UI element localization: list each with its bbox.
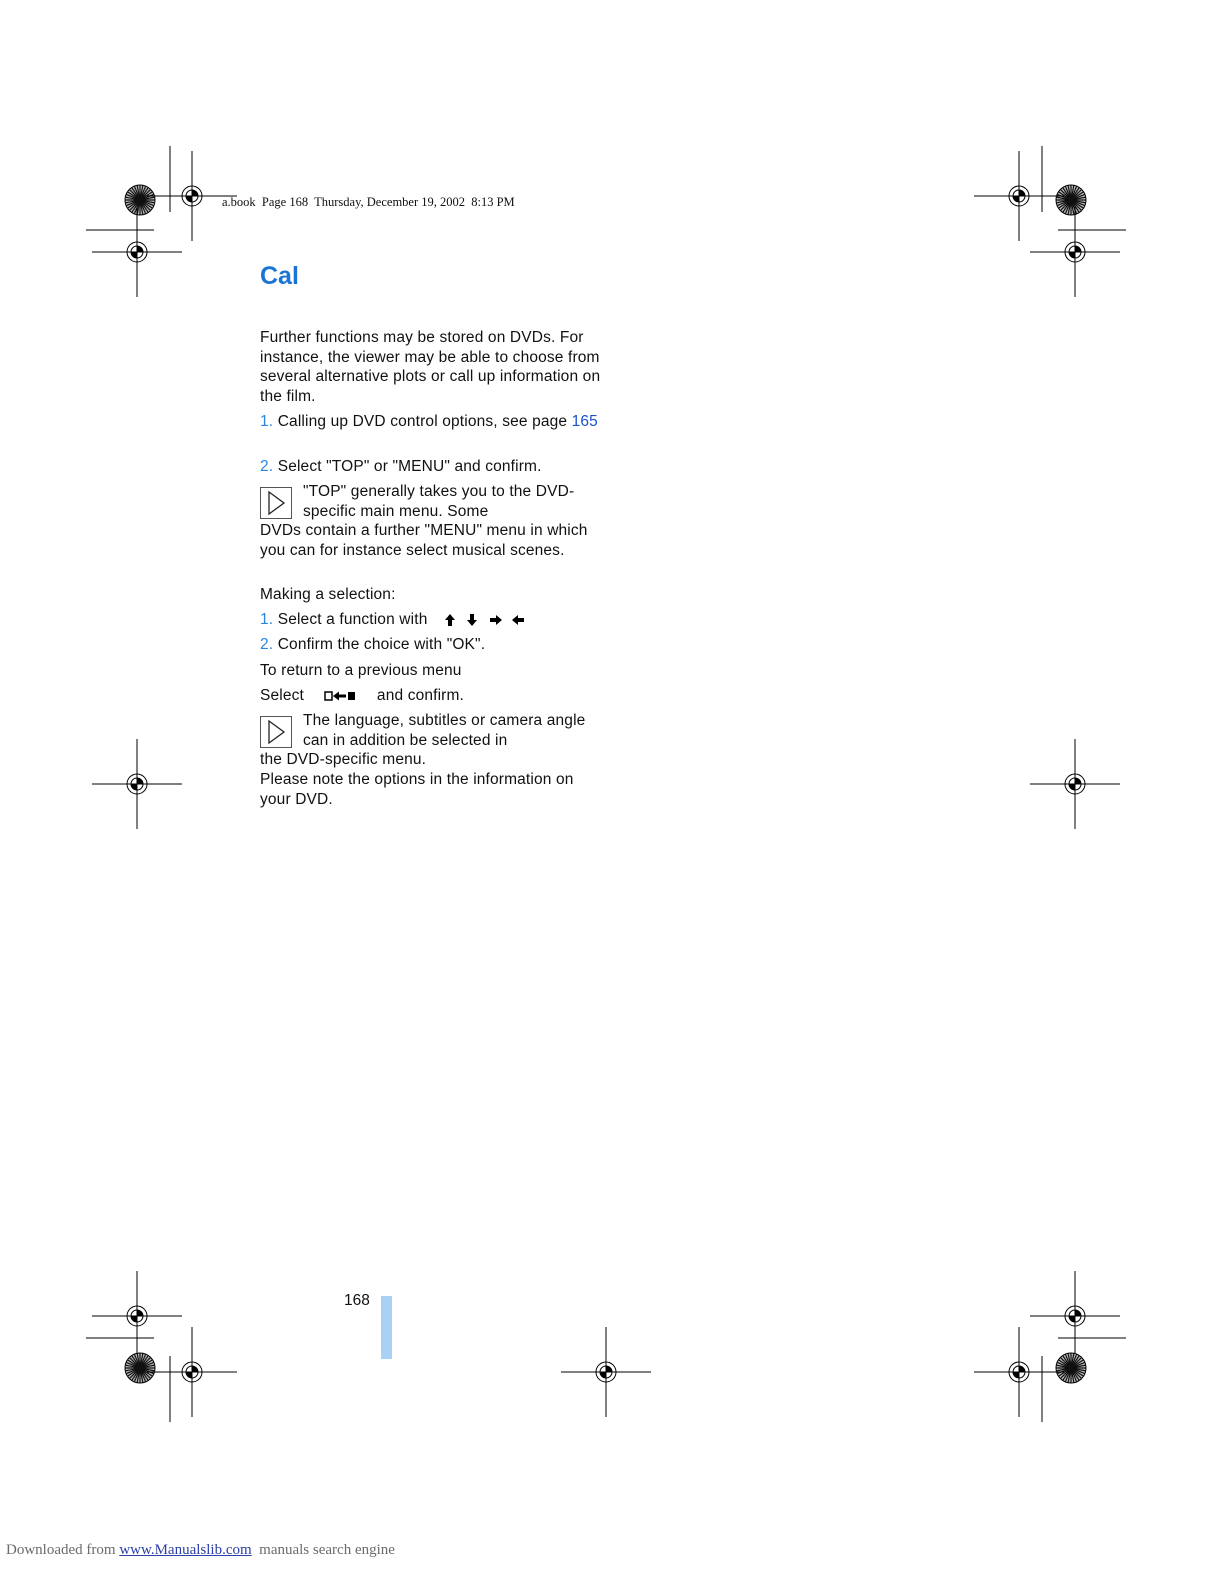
note-2-first-lines: The language, subtitles or camera angle can in addition be selected in <box>303 712 586 749</box>
step-text: Calling up DVD control options, see page <box>277 413 572 430</box>
return-instruction: To return to a previous menu <box>260 662 462 679</box>
and-confirm-text: and confirm. <box>376 687 465 704</box>
note-2-extra: Please note the options in the information on your DVD. <box>260 771 574 808</box>
select-word: Select <box>260 687 304 704</box>
step-list-2-item-1 <box>260 610 605 630</box>
note-1-first-lines: "TOP" generally takes you to the DVD-specific main menu. Some <box>303 483 575 520</box>
back-arrow-icon <box>324 689 358 703</box>
page-number: 168 <box>344 1292 370 1309</box>
note-1-rest: DVDs contain a further "MENU" menu in which you can for instance select musical scenes. <box>260 522 588 559</box>
step-number: 1. <box>260 413 274 430</box>
page-marker-bar <box>381 1296 392 1359</box>
step-text: Select "TOP" or "MENU" and confirm. <box>277 458 542 475</box>
intro-paragraph: Further functions may be stored on DVDs. For instance, the viewer may be able to choose from several alternative plots or call up information on the film. <box>260 329 601 405</box>
note-triangle-icon <box>260 487 292 519</box>
step-text: Select a function with <box>277 611 428 628</box>
step-number: 1. <box>260 611 274 628</box>
footer-prefix: Downloaded from <box>6 1542 120 1558</box>
note-2-rest: the DVD-specific menu. <box>260 751 427 768</box>
page-reference-link[interactable]: 165 <box>571 413 598 430</box>
step-list-1-item-1 <box>260 412 605 432</box>
footer-suffix: manuals search engine <box>251 1542 395 1558</box>
step-text: Confirm the choice with "OK". <box>277 636 486 653</box>
select-back-instruction <box>260 686 605 706</box>
step-number: 2. <box>260 636 274 653</box>
step-list-2-item-2 <box>260 635 605 655</box>
manualslib-link[interactable]: www.Manualslib.com <box>119 1542 252 1558</box>
print-header-line: a.book Page 168 Thursday, December 19, 2002 8:13 PM <box>222 195 515 209</box>
page-title: Cal <box>260 262 299 290</box>
download-footer <box>6 1542 395 1559</box>
arrow-keys-icon <box>444 612 530 628</box>
making-selection-heading: Making a selection: <box>260 586 396 603</box>
note-triangle-icon <box>260 716 292 748</box>
step-number: 2. <box>260 458 274 475</box>
step-list-1-item-2 <box>260 457 605 477</box>
